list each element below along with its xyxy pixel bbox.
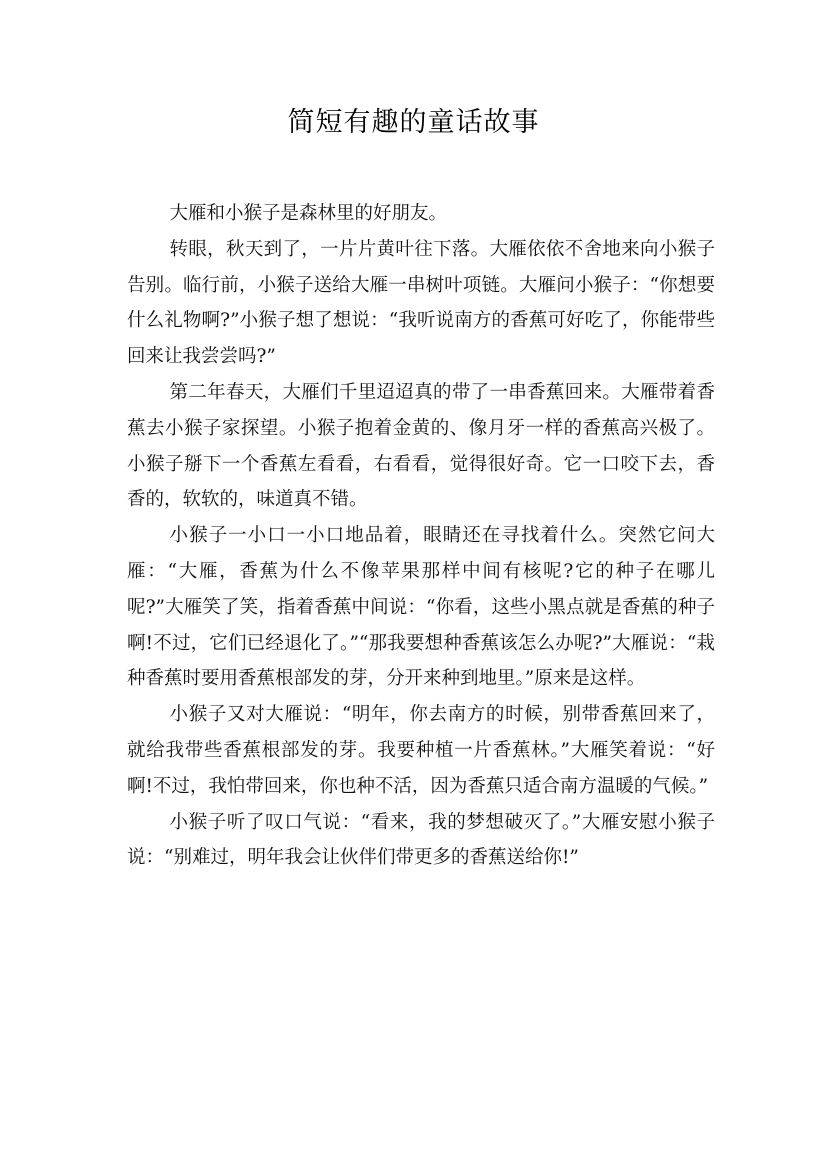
paragraph-4: 小猴子一小口一小口地品着，眼睛还在寻找着什么。突然它问大雁：“大雁，香蕉为什么不像苹果那样中间有核呢?它的种子在哪儿呢?”大雁笑了笑，指着香蕉中间说：“你看，这些小黑点就是香蕉的种子啊!不过，它们已经退化了。”“那我要想种香蕉该怎么办呢?”大雁说：“栽种香蕉时要用香蕉根部发的芽，分开来种到地里。”原来是这样。 bbox=[127, 525, 715, 690]
paragraph-6: 小猴子听了叹口气说：“看来，我的梦想破灭了。”大雁安慰小猴子说：“别难过，明年我会让伙伴们带更多的香蕉送给你!” bbox=[127, 811, 715, 869]
paragraph-3: 第二年春天，大雁们千里迢迢真的带了一串香蕉回来。大雁带着香蕉去小猴子家探望。小猴子抱着金黄的、像月牙一样的香蕉高兴极了。小猴子掰下一个香蕉左看看，右看看，觉得很好奇。它一口咬下去，香香的，软软的，味道真不错。 bbox=[127, 381, 715, 511]
paragraph-2: 转眼，秋天到了，一片片黄叶往下落。大雁依依不舍地来向小猴子告别。临行前，小猴子送给大雁一串树叶项链。大雁问小猴子：“你想要什么礼物啊?”小猴子想了想说：“我听说南方的香蕉可好吃了，你能带些回来让我尝尝吗?” bbox=[127, 238, 715, 368]
paragraph-1: 大雁和小猴子是森林里的好朋友。 bbox=[169, 203, 448, 224]
document-title: 简短有趣的童话故事 bbox=[287, 107, 540, 138]
story-body bbox=[127, 196, 715, 876]
paragraph-5: 小猴子又对大雁说：“明年，你去南方的时候，别带香蕉回来了，就给我带些香蕉根部发的芽。我要种植一片香蕉林。”大雁笑着说：“好啊!不过，我怕带回来，你也种不活，因为香蕉只适合南方温暖的气候。” bbox=[127, 704, 715, 797]
